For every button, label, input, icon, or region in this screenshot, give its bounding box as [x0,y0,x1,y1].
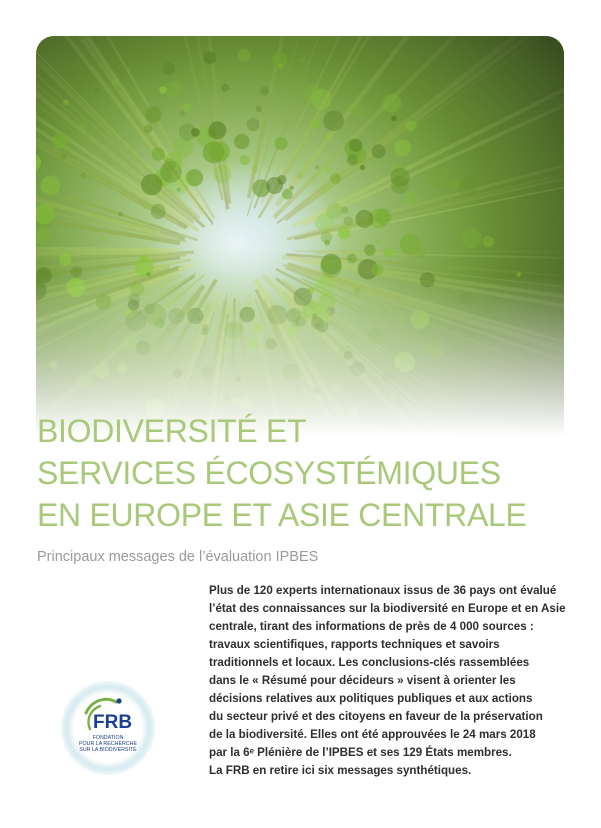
subtitle: Principaux messages de l’évaluation IPBES [37,549,319,565]
intro-line: par la 6ᵉ Plénière de l’IPBES et ses 129 États membres. [209,746,512,759]
intro-line: dans le « Résumé pour décideurs » visent à orienter les [209,674,516,687]
logo-acronym: FRB [93,712,133,733]
intro-line: de la biodiversité. Elles ont été approuvées le 24 mars 2018 [209,728,536,741]
page-title [37,410,577,536]
logo-line-2: POUR LA RECHERCHE [79,741,137,747]
intro-line: traditionnels et locaux. Les conclusions-clés rassemblées [209,656,530,669]
intro-line: La FRB en retire ici six messages synthétiques. [209,764,472,777]
title-line-2: SERVICES ÉCOSYSTÉMIQUES [37,455,501,491]
intro-paragraph [209,582,579,780]
frb-logo [60,680,156,776]
title-line-1: BIODIVERSITÉ ET [37,413,307,449]
intro-line: travaux scientifiques, rapports techniques et savoirs [209,638,500,651]
intro-line: l’état des connaissances sur la biodiversité en Europe et en Asie [209,602,566,615]
intro-line: du secteur privé et des citoyens en faveur de la préservation [209,710,543,723]
hero-forest-image [36,36,564,436]
intro-line: Plus de 120 experts internationaux issus de 36 pays ont évalué [209,584,557,597]
logo-line-1: FONDATION [92,735,124,741]
intro-line: décisions relatives aux politiques publiques et aux actions [209,692,533,705]
intro-line: centrale, tirant des informations de près de 4 000 sources : [209,620,534,633]
title-line-3: EN EUROPE ET ASIE CENTRALE [37,497,527,533]
logo-line-3: SUR LA BIODIVERSITÉ [79,747,137,753]
